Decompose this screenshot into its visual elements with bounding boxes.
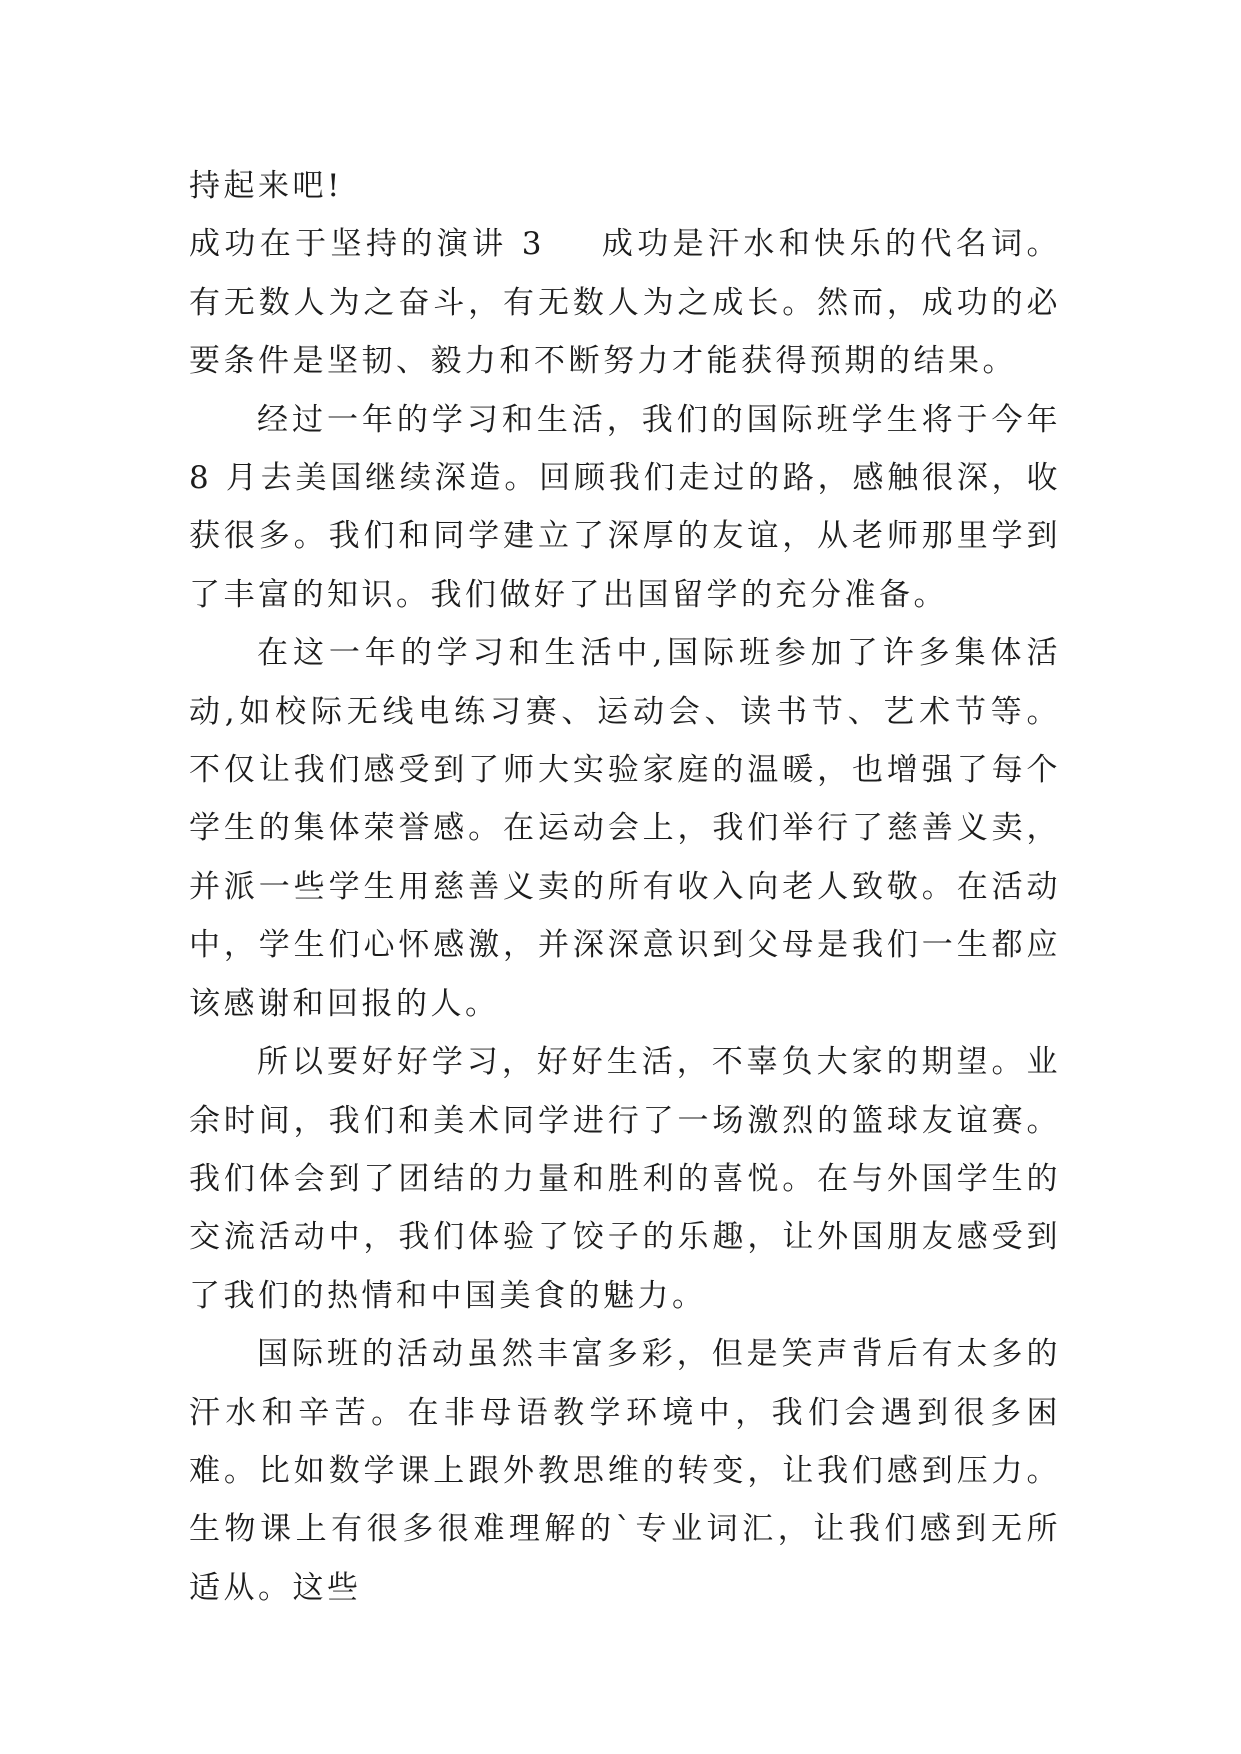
body-paragraph: 国际班的活动虽然丰富多彩，但是笑声背后有太多的汗水和辛苦。在非母语教学环境中，我们会遇到很多困难。比如数学课上跟外教思维的转变，让我们感到压力。生物课上有很多很难理解的`专业词汇，让我们感到无所适从。这些 <box>189 1336 1061 1606</box>
body-paragraph: 所以要好好学习，好好生活，不辜负大家的期望。业余时间，我们和美术同学进行了一场激烈的篮球友谊赛。我们体会到了团结的力量和胜利的喜悦。在与外国学生的交流活动中，我们体验了饺子的乐趣，让外国朋友感受到了我们的热情和中国美食的魅力。 <box>189 1044 1061 1314</box>
speech-heading-paragraph <box>189 215 1061 390</box>
lead-paragraph: 成功是汗水和快乐的代名词。有无数人为之奋斗，有无数人为之成长。然而，成功的必要条件是坚韧、毅力和不断努力才能获得预期的结果。 <box>189 226 1062 380</box>
speech-title: 成功在于坚持的演讲 3 <box>189 226 545 263</box>
continuation-line: 持起来吧! <box>189 168 343 204</box>
body-paragraph: 在这一年的学习和生活中,国际班参加了许多集体活动,如校际无线电练习赛、运动会、读书节、艺术节等。不仅让我们感受到了师大实验家庭的温暖，也增强了每个学生的集体荣誉感。在运动会上，我们举行了慈善义卖，并派一些学生用慈善义卖的所有收入向老人致敬。在活动中，学生们心怀感激，并深深意识到父母是我们一生都应该感谢和回报的人。 <box>189 635 1061 1022</box>
document-body <box>189 157 1061 1617</box>
body-paragraph: 经过一年的学习和生活，我们的国际班学生将于今年 8 月去美国继续深造。回顾我们走过的路，感触很深，收获很多。我们和同学建立了深厚的友谊，从老师那里学到了丰富的知识。我们做好了出国留学的充分准备。 <box>189 401 1061 613</box>
